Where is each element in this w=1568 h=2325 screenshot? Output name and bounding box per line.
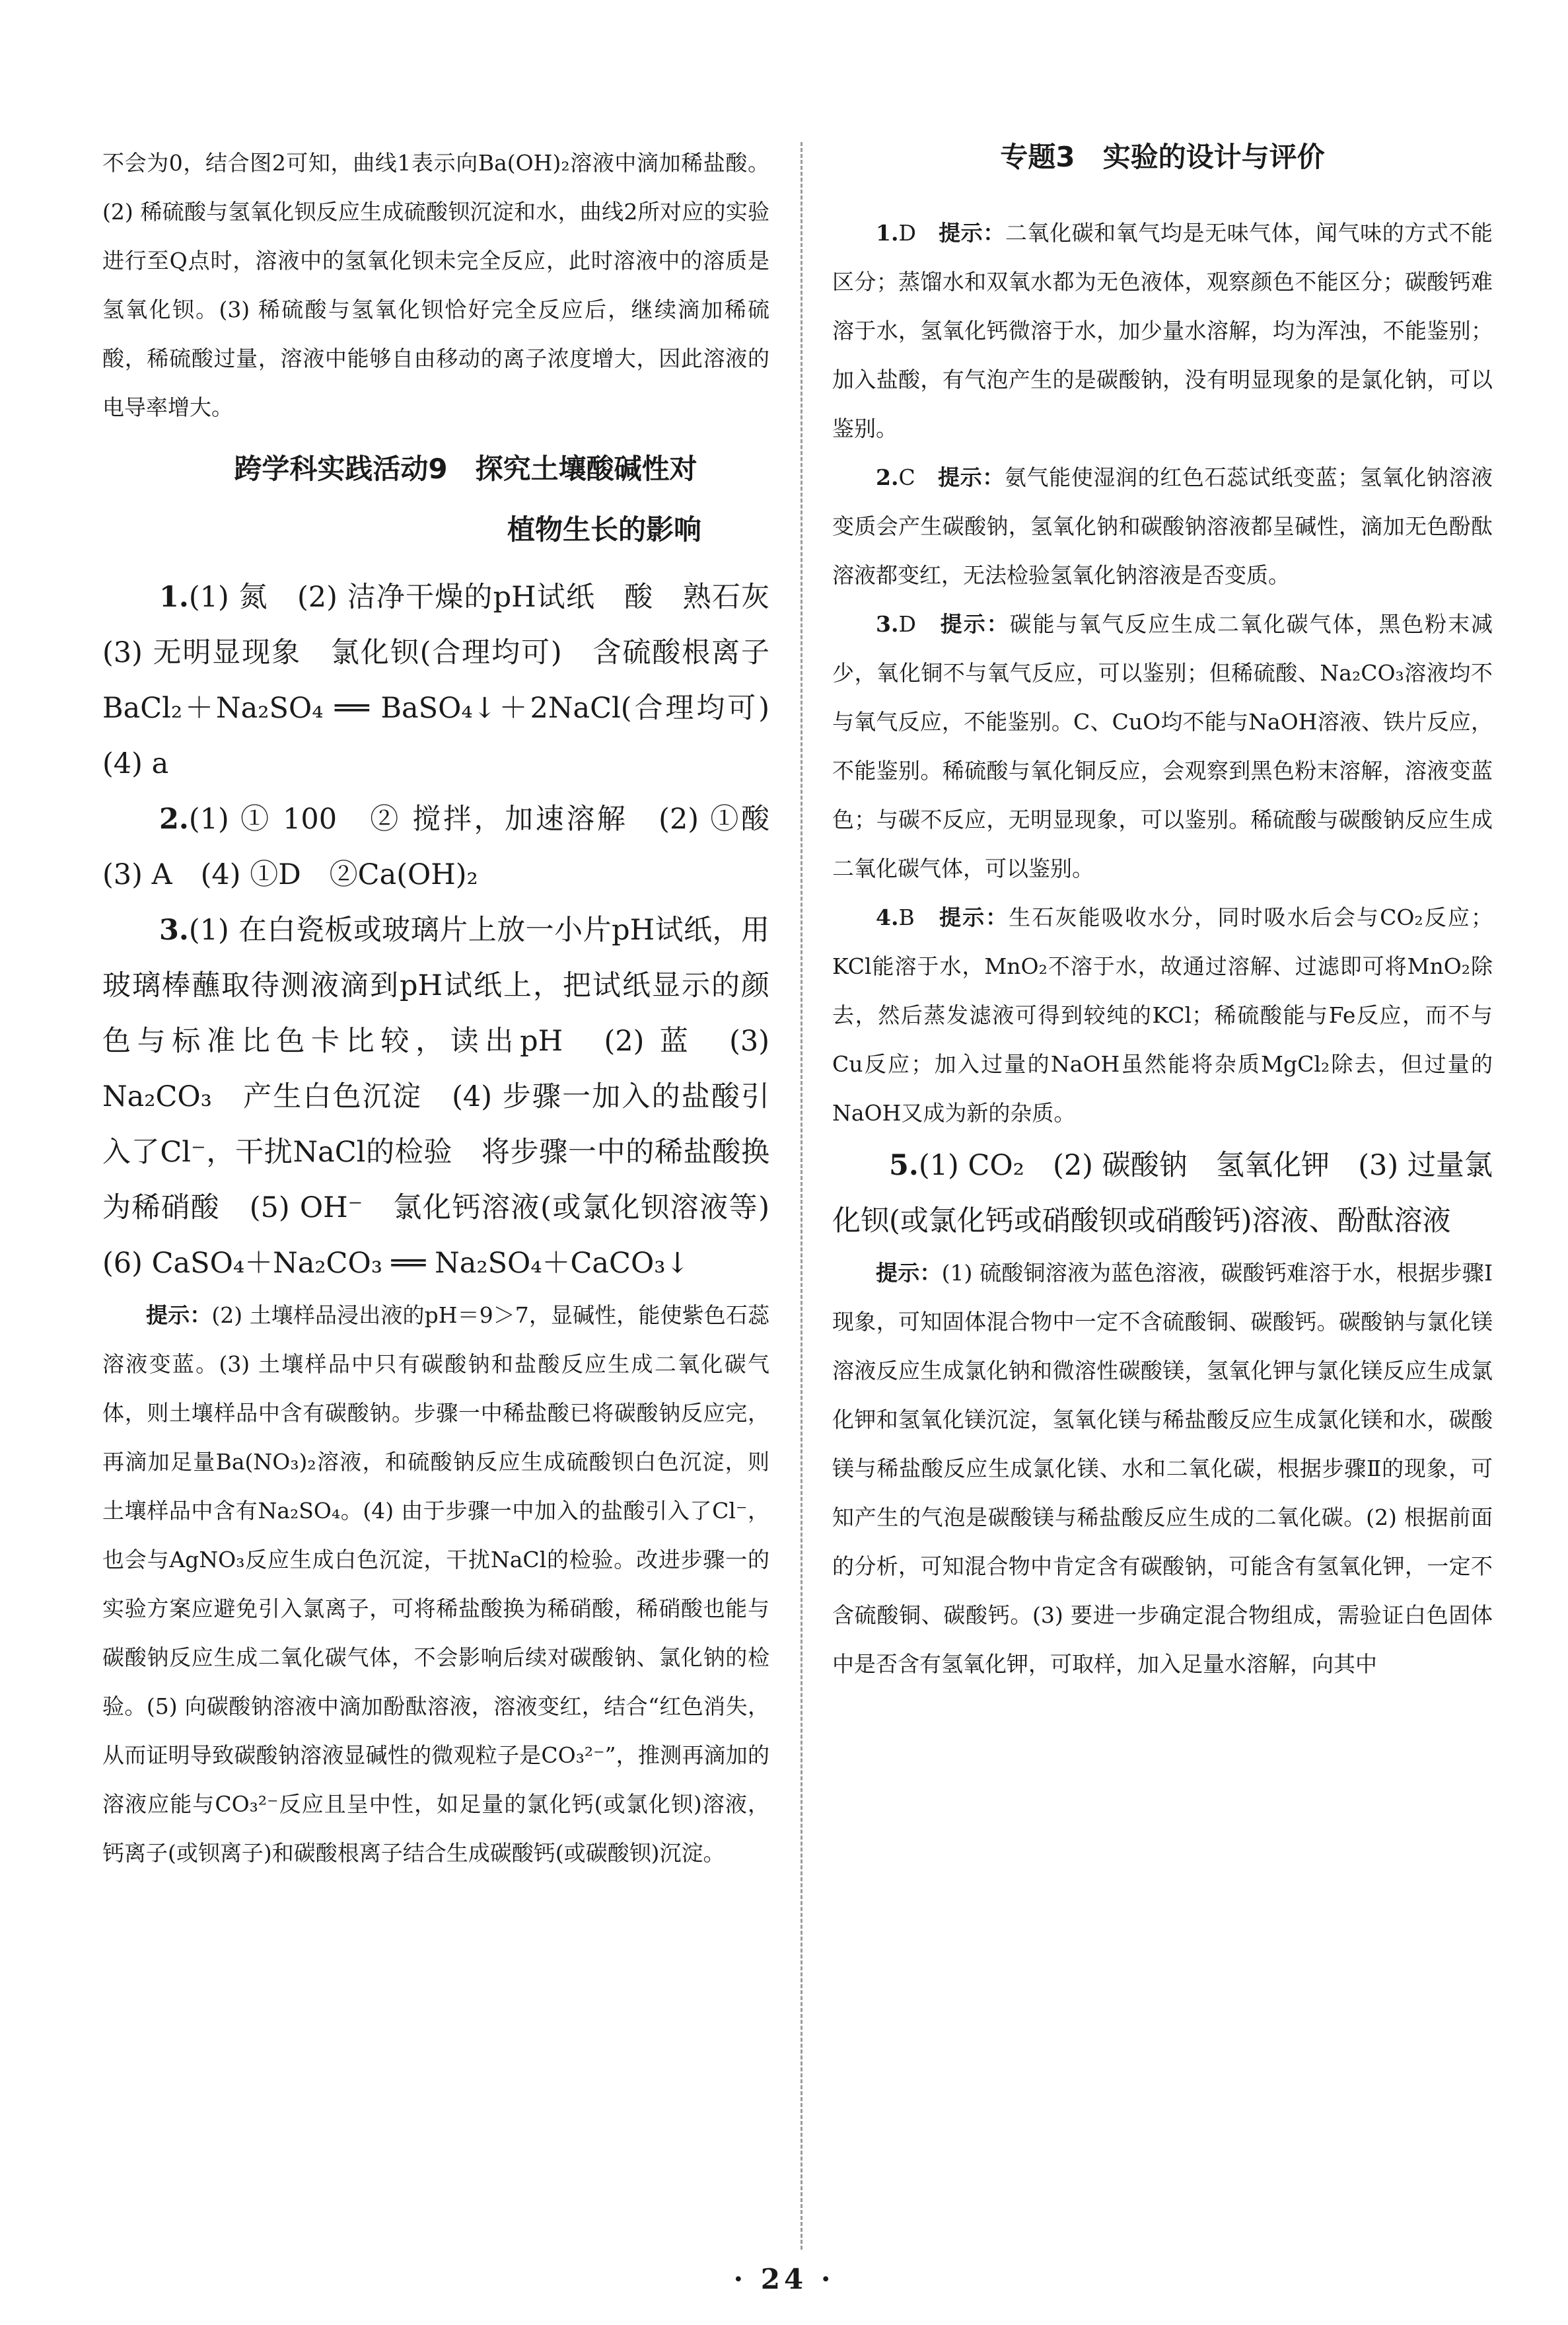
question-number: 2.	[876, 464, 899, 490]
answer-item-5	[832, 1138, 1493, 1249]
continuation-paragraph: 不会为0，结合图2可知，曲线1表示向Ba(OH)₂溶液中滴加稀盐酸。(2) 稀硫酸与氢氧化钡反应生成硫酸钡沉淀和水，曲线2所对应的实验进行至Q点时，溶液中的氢氧化钡未完全反应，此时溶液中的溶质是氢氧化钡。(3) 稀硫酸与氢氧化钡恰好完全反应后，继续滴加稀硫酸，稀硫酸过量，溶液中能够自由移动的离子浓度增大，因此溶液的电导率增大。	[102, 150, 769, 420]
answer-item-2	[102, 792, 798, 903]
hint-text: (1) 硫酸铜溶液为蓝色溶液，碳酸钙难溶于水，根据步骤Ⅰ现象，可知固体混合物中一定不含硫酸铜、碳酸钙。碳酸钠与氯化镁溶液反应生成氯化钠和微溶性碳酸镁，氢氧化钾与氯化镁反应生成氯化钾和氢氧化镁沉淀，氢氧化镁与稀盐酸反应生成氯化镁和水，碳酸镁与稀盐酸反应生成氯化镁、水和二氧化碳，根据步骤Ⅱ的现象，可知产生的气泡是碳酸镁与稀盐酸反应生成的二氧化碳。(2) 根据前面的分析，可知混合物中肯定含有碳酸钠，可能含有氢氧化钾，一定不含硫酸铜、碳酸钙。(3) 要进一步确定混合物组成，需验证白色固体中是否含有氢氧化钾，可取样，加入足量水溶解，向其中	[832, 1260, 1493, 1677]
question-number: 3.	[159, 914, 189, 947]
question-number: 4.	[876, 904, 899, 930]
answer-text: (1) CO₂ (2) 碳酸钠 氢氧化钾 (3) 过量氯化钡(或氯化钙或硝酸钡或硝酸钙)溶液、酚酞溶液	[832, 1149, 1493, 1237]
section-title-practice-9	[102, 439, 769, 560]
hint-label: 提示：	[940, 611, 1010, 637]
answer-choice: C	[898, 464, 915, 490]
answer-item-1	[102, 570, 798, 792]
hint-label: 提示：	[939, 220, 1005, 246]
answer-text: (1) 在白瓷板或玻璃片上放一小片pH试纸，用玻璃棒蘸取待测液滴到pH试纸上，把试纸显示的颜色与标准比色卡比较，读出pH (2) 蓝 (3) Na₂CO₃ 产生白色沉淀 (4) 步骤一加入的盐酸引入了Cl⁻，干扰NaCl的检验 将步骤一中的稀盐酸换为稀硝酸 (5) OH⁻ 氯化钙溶液(或氯化钡溶液等) (6) CaSO₄＋Na₂CO₃ ══ Na₂SO₄＋CaCO₃↓	[102, 914, 798, 1280]
question-number: 3.	[876, 611, 899, 637]
question-number: 1.	[159, 581, 189, 614]
hint-text: 碳能与氧气反应生成二氧化碳气体，黑色粉末减少，氧化铜不与氧气反应，可以鉴别；但稀硫酸、Na₂CO₃溶液均不与氧气反应，不能鉴别。C、CuO均不能与NaOH溶液、铁片反应，不能鉴别。稀硫酸与氧化铜反应，会观察到黑色粉末溶解，溶液变蓝色；与碳不反应，无明显现象，可以鉴别。稀硫酸与碳酸钠反应生成二氧化碳气体，可以鉴别。	[832, 611, 1493, 881]
answer-choice: B	[898, 904, 915, 930]
answer-item-3	[102, 903, 798, 1291]
section-title-line2: 植物生长的影响	[507, 513, 701, 546]
answer-item-2	[832, 453, 1493, 600]
hint-label: 提示：	[146, 1302, 212, 1328]
section-title-line1: 跨学科实践活动9 探究土壤酸碱性对	[234, 453, 697, 485]
answer-item-1	[832, 209, 1493, 453]
answer-choice: D	[898, 220, 916, 246]
answer-item-3	[832, 600, 1493, 893]
section-title-topic-3: 专题3 实验的设计与评价	[1000, 141, 1325, 173]
hint-text: 生石灰能吸收水分，同时吸水后会与CO₂反应；KCl能溶于水，MnO₂不溶于水，故通过溶解、过滤即可将MnO₂除去，然后蒸发滤液可得到较纯的KCl；稀硫酸能与Fe反应，而不与Cu反应；加入过量的NaOH虽然能将杂质MgCl₂除去，但过量的NaOH又成为新的杂质。	[832, 904, 1493, 1126]
hint-label: 提示：	[939, 904, 1009, 930]
hint-block-5	[832, 1249, 1493, 1689]
hint-label: 提示：	[876, 1260, 942, 1286]
hint-text: (2) 土壤样品浸出液的pH＝9＞7，显碱性，能使紫色石蕊溶液变蓝。(3) 土壤样品中只有碳酸钠和盐酸反应生成二氧化碳气体，则土壤样品中含有碳酸钠。步骤一中稀盐酸已将碳酸钠反应完，再滴加足量Ba(NO₃)₂溶液，和硫酸钠反应生成硫酸钡白色沉淀，则土壤样品中含有Na₂SO₄。(4) 由于步骤一中加入的盐酸引入了Cl⁻，也会与AgNO₃反应生成白色沉淀，干扰NaCl的检验。改进步骤一的实验方案应避免引入氯离子，可将稀盐酸换为稀硝酸，稀硝酸也能与碳酸钠反应生成二氧化碳气体，不会影响后续对碳酸钠、氯化钠的检验。(5) 向碳酸钠溶液中滴加酚酞溶液，溶液变红，结合“红色消失，从而证明导致碳酸钠溶液显碱性的微观粒子是CO₃²⁻”，推测再滴加的溶液应能与CO₃²⁻反应且呈中性，如足量的氯化钙(或氯化钡)溶液，钙离子(或钡离子)和碳酸根离子结合生成碳酸钙(或碳酸钡)沉淀。	[102, 1302, 769, 1866]
right-column	[832, 139, 1493, 2240]
answer-choice: D	[898, 611, 916, 637]
question-number: 1.	[876, 220, 899, 246]
hint-text: 氨气能使湿润的红色石蕊试纸变蓝；氢氧化钠溶液变质会产生碳酸钠，氢氧化钠和碳酸钠溶液都呈碱性，滴加无色酚酞溶液都变红，无法检验氢氧化钠溶液是否变质。	[832, 464, 1493, 588]
page-number: · 24 ·	[733, 2263, 835, 2295]
hint-text: 二氧化碳和氧气均是无味气体，闻气味的方式不能区分；蒸馏水和双氧水都为无色液体，观察颜色不能区分；碳酸钙难溶于水，氢氧化钙微溶于水，加少量水溶解，均为浑浊，不能鉴别；加入盐酸，有气泡产生的是碳酸钠，没有明显现象的是氯化钠，可以鉴别。	[832, 220, 1493, 441]
left-column	[102, 139, 798, 2240]
answer-item-4	[832, 893, 1493, 1138]
question-number: 2.	[159, 803, 189, 836]
question-number: 5.	[889, 1149, 919, 1182]
answer-text: (1) 氮 (2) 洁净干燥的pH试纸 酸 熟石灰 (3) 无明显现象 氯化钡(合理均可) 含硫酸根离子 BaCl₂＋Na₂SO₄ ══ BaSO₄↓＋2NaCl(合理均可) (4) a	[102, 581, 798, 780]
answer-text: (1) ① 100 ② 搅拌，加速溶解 (2) ①酸 (3) A (4) ①D ②Ca(OH)₂	[102, 803, 798, 891]
column-divider	[801, 142, 802, 2250]
hint-label: 提示：	[937, 464, 1005, 490]
hint-block-3	[102, 1291, 769, 1878]
